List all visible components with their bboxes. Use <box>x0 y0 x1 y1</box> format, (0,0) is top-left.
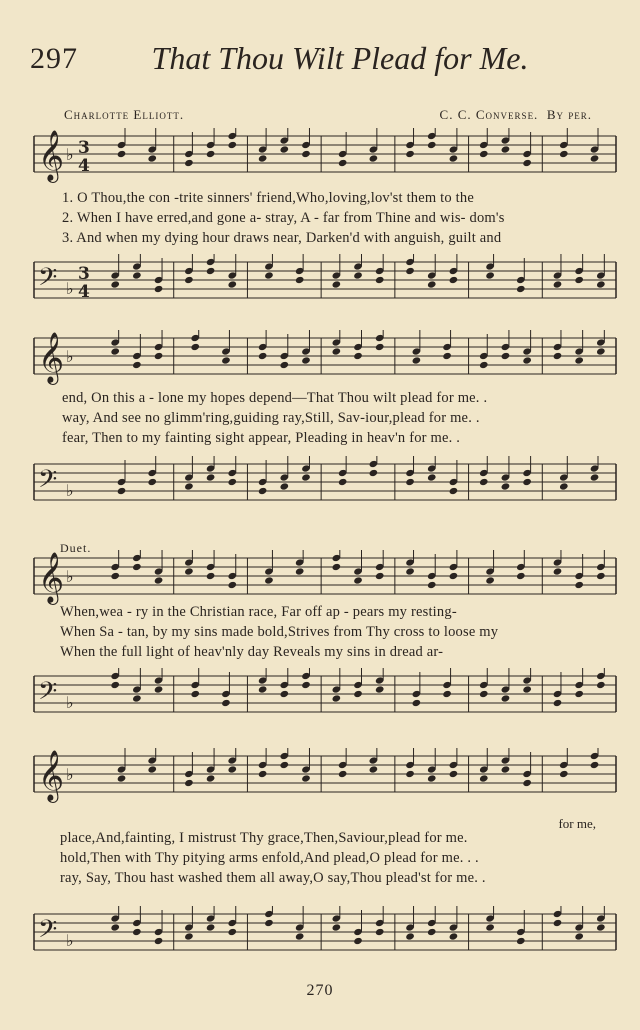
verse-line: 1. O Thou,the con -trite sinners' friend,Who,loving,lov'st them to the <box>62 190 474 206</box>
svg-text:𝄢: 𝄢 <box>38 465 58 500</box>
svg-text:𝄢: 𝄢 <box>38 677 58 712</box>
svg-text:𝄞: 𝄞 <box>38 552 65 603</box>
verse-line: When Sa - tan, by my sins made bold,Strives from Thy cross to loose my <box>60 624 499 640</box>
svg-text:♭: ♭ <box>66 765 74 784</box>
hymn-number: 297 <box>30 42 78 75</box>
hymn-title: That Thou Wilt Plead for Me. <box>151 40 529 76</box>
svg-text:♭: ♭ <box>66 567 74 586</box>
duet-label: Duet. <box>60 541 92 555</box>
svg-text:3: 3 <box>78 138 90 158</box>
verse-line: hold,Then with Thy pitying arms enfold,And plead,O plead for me. . . <box>60 850 479 866</box>
page-number: 270 <box>306 982 334 999</box>
verse-line: When,wea - ry in the Christian race, Far off ap - pears my resting- <box>60 604 457 620</box>
composer-name: C. C. Converse. <box>439 107 539 122</box>
verse-line: end, On this a - lone my hopes depend—That Thou wilt plead for me. . <box>62 390 488 406</box>
svg-text:𝄞: 𝄞 <box>38 750 65 801</box>
svg-text:4: 4 <box>78 156 90 176</box>
svg-text:♭: ♭ <box>66 145 74 164</box>
bass-staff-4 <box>0 906 640 968</box>
verse-line: way, And see no glimm'ring,guiding ray,Still, Sav-iour,plead for me. . <box>62 410 480 426</box>
treble-staff-3 <box>0 550 640 612</box>
verse-line: 3. And when my dying hour draws near, Darken'd with anguish, guilt and <box>62 230 502 246</box>
permission-note: By per. <box>546 107 592 122</box>
svg-text:♭: ♭ <box>66 481 74 500</box>
verse-line: fear, Then to my fainting sight appear, Pleading in heav'n for me. . <box>62 430 461 446</box>
svg-text:𝄞: 𝄞 <box>38 332 65 383</box>
svg-text:♭: ♭ <box>66 347 74 366</box>
treble-staff-1 <box>0 128 640 190</box>
svg-text:3: 3 <box>78 264 90 284</box>
svg-text:𝄢: 𝄢 <box>38 915 58 950</box>
svg-text:𝄞: 𝄞 <box>38 130 65 181</box>
for-me-tail: for me, <box>558 816 596 831</box>
verse-line: place,And,fainting, I mistrust Thy grace,Then,Saviour,plead for me. <box>60 830 468 846</box>
svg-text:4: 4 <box>78 282 90 302</box>
bass-staff-3 <box>0 668 640 730</box>
verse-line: ray, Say, Thou hast washed them all away,O say,Thou plead'st for me. . <box>60 870 486 886</box>
composer-credit <box>440 107 592 123</box>
verse-line: When the full light of heav'nly day Reveals my sins in dread ar- <box>60 644 444 660</box>
bass-staff-2 <box>0 456 640 518</box>
svg-text:♭: ♭ <box>66 693 74 712</box>
svg-text:𝄢: 𝄢 <box>38 263 58 298</box>
lyricist-credit: Charlotte Elliott. <box>64 107 185 122</box>
treble-staff-4 <box>0 748 640 810</box>
treble-staff-2 <box>0 330 640 392</box>
svg-text:♭: ♭ <box>66 279 74 298</box>
bass-staff-1 <box>0 254 640 316</box>
verse-line: 2. When I have erred,and gone a- stray, A - far from Thine and wis- dom's <box>62 210 505 226</box>
svg-text:♭: ♭ <box>66 931 74 950</box>
